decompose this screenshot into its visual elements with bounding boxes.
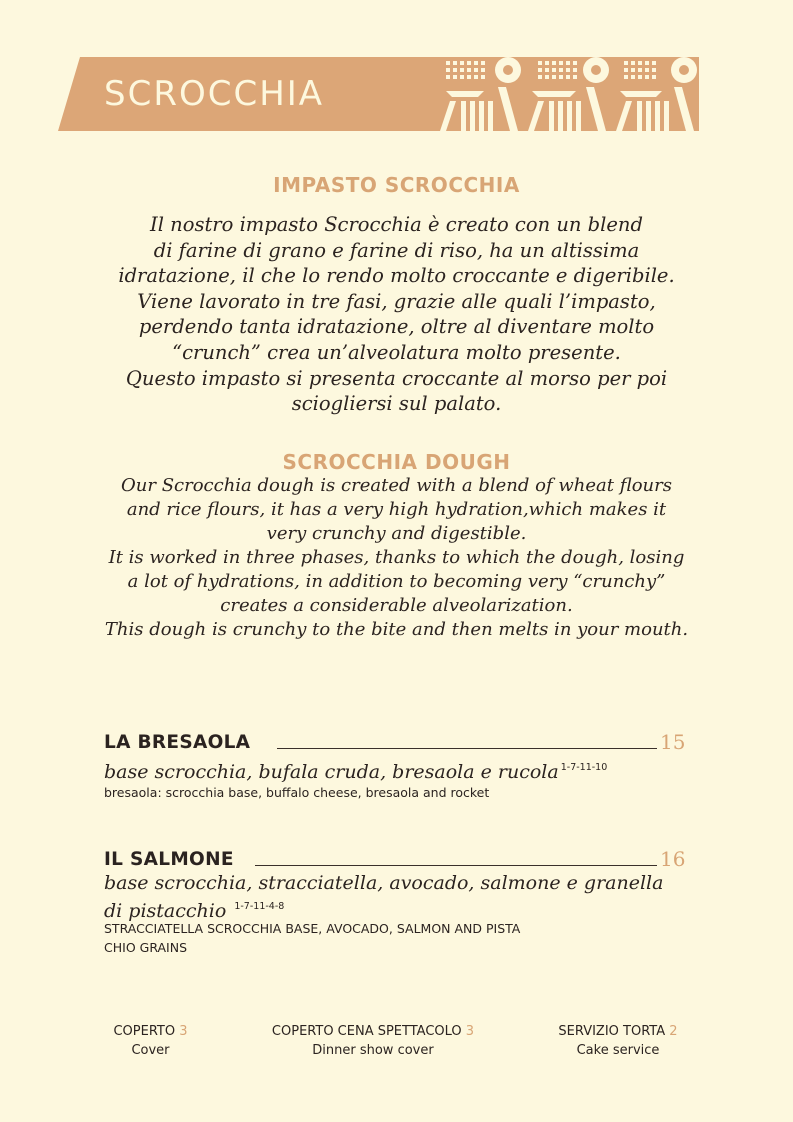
intro-english-line: very crunchy and digestible.: [266, 523, 527, 544]
menu-item-english: [104, 783, 489, 802]
menu-item-price: 16: [660, 847, 686, 871]
leader-line: [255, 865, 657, 866]
footer-sub: Dinner show cover: [312, 1043, 434, 1058]
menu-item-name: LA BRESAOLA: [104, 732, 251, 753]
allergen-codes: 1-7-11-4-8: [234, 901, 285, 912]
intro-english-text: [0, 474, 793, 642]
menu-item-description-line: di pistacchio: [104, 900, 227, 922]
intro-italian-heading: IMPASTO SCROCCHIA: [273, 173, 520, 197]
footer-fee: 2: [669, 1024, 678, 1039]
intro-english-line: a lot of hydrations, in addition to becoming very “crunchy”: [127, 571, 666, 592]
intro-italian-text: [0, 212, 793, 417]
footer-label: COPERTO CENA SPETTACOLO: [271, 1024, 462, 1039]
footer-label: COPERTO: [113, 1024, 176, 1039]
footer-dinner-show-cover: [243, 1022, 503, 1060]
menu-item-english-line: bresaola: scrocchia base, buffalo cheese, bresaola and rocket: [104, 785, 490, 800]
menu-item-price: 15: [660, 730, 686, 754]
footer-cover: [103, 1022, 198, 1060]
intro-english-line: Our Scrocchia dough is created with a blend of wheat flours: [121, 475, 672, 496]
intro-italian-line: idratazione, il che lo rendo molto croccante e digeribile.: [118, 264, 675, 288]
footer-cake-service: [543, 1022, 693, 1060]
footer-label: SERVIZIO TORTA: [558, 1024, 666, 1039]
menu-item-description-line: base scrocchia, stracciatella, avocado, salmone e granella: [104, 872, 664, 894]
intro-italian-line: “crunch” crea un’alveolatura molto presente.: [172, 340, 621, 364]
menu-item-description-line: base scrocchia, bufala cruda, bresaola e rucola: [104, 761, 559, 783]
footer-fee: 3: [179, 1024, 188, 1039]
intro-english-line: This dough is crunchy to the bite and then melts in your mouth.: [104, 619, 689, 640]
intro-english-line: It is worked in three phases, thanks to which the dough, losing: [108, 547, 685, 568]
intro-italian-line: perdendo tanta idratazione, oltre al diventare molto: [138, 315, 655, 339]
menu-item-name: IL SALMONE: [104, 849, 234, 870]
leader-line: [277, 748, 657, 749]
menu-item-english-line: CHIO GRAINS: [104, 940, 188, 955]
page-title: SCROCCHIA: [104, 74, 325, 114]
menu-item-english: [104, 919, 520, 957]
intro-english-line: creates a considerable alveolarization.: [220, 595, 573, 616]
intro-italian-line: Il nostro impasto Scrocchia è creato con un blend: [150, 213, 643, 236]
intro-italian-line: di farine di grano e farine di riso, ha un altissima: [153, 238, 640, 262]
footer-fee: 3: [465, 1024, 475, 1039]
footer-sub: Cake service: [576, 1043, 660, 1058]
footer-sub: Cover: [131, 1043, 170, 1058]
allergen-codes: 1-7-11-10: [560, 762, 608, 773]
intro-italian-line: Viene lavorato in tre fasi, grazie alle quali l’impasto,: [137, 289, 656, 313]
menu-item-description: [104, 872, 663, 923]
intro-english-line: and rice flours, it has a very high hydration,which makes it: [126, 499, 667, 520]
menu-item-english-line: STRACCIATELLA SCROCCHIA BASE, AVOCADO, SALMON AND PISTA: [104, 921, 521, 936]
intro-italian-line: sciogliersi sul palato.: [291, 392, 502, 416]
menu-item-description: [104, 756, 607, 784]
header-banner: [58, 57, 699, 131]
intro-italian-line: Questo impasto si presenta croccante al morso per poi: [125, 366, 668, 390]
intro-english-heading: SCROCCHIA DOUGH: [282, 450, 511, 474]
